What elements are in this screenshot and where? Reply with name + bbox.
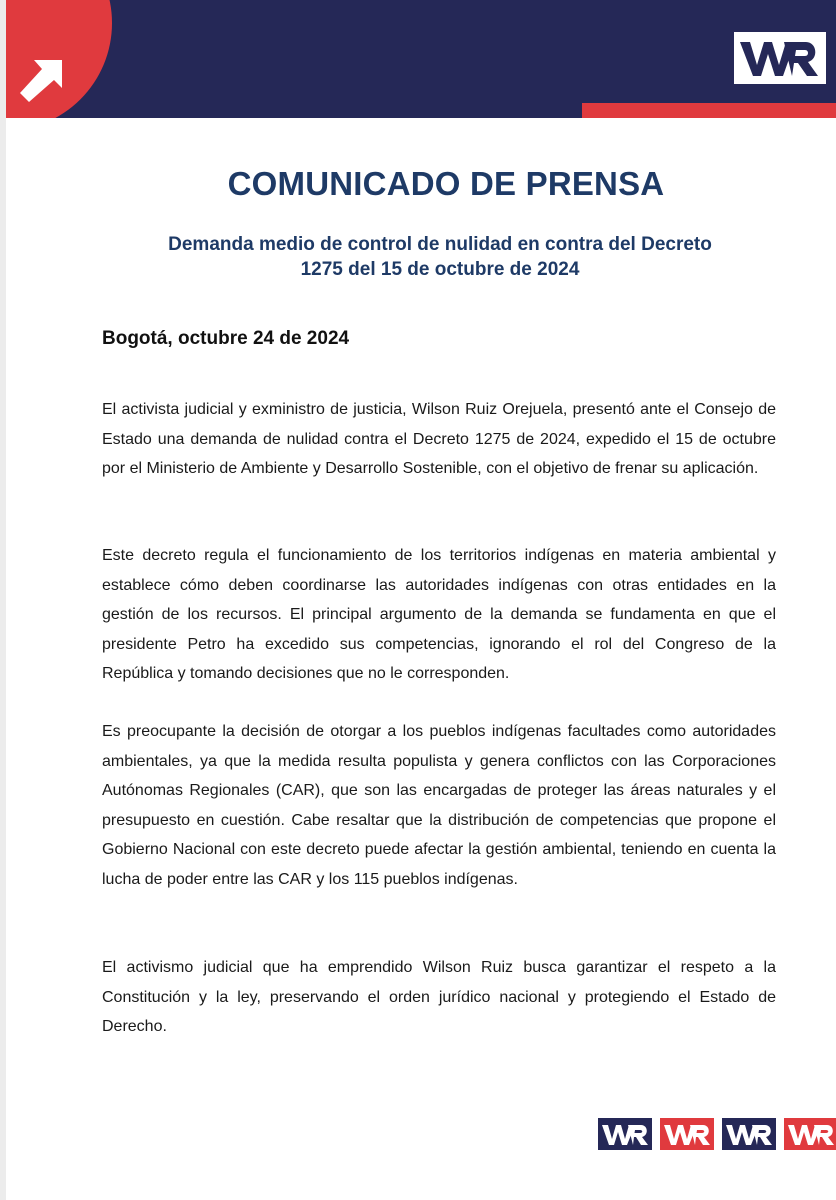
subtitle-line: Demanda medio de control de nulidad en contra del Decreto xyxy=(168,234,712,255)
footer-brand-logo xyxy=(660,1118,714,1150)
header-band xyxy=(6,0,836,118)
document-subtitle xyxy=(6,232,836,282)
body-paragraph: El activista judicial y exministro de justicia, Wilson Ruiz Orejuela, presentó ante el Consejo de Estado una demanda de nulidad contra el Decreto 1275 de 2024, expedido el 15 de octubre por el Ministerio de Ambiente y Desarrollo Sostenible, con el objetivo de frenar su aplicación. xyxy=(102,401,776,477)
arrow-up-right-icon xyxy=(20,58,64,102)
dateline: Bogotá, octubre 24 de 2024 xyxy=(102,328,350,349)
body-paragraph: Es preocupante la decisión de otorgar a los pueblos indígenas facultades como autoridades ambientales, ya que la medida resulta populista y genera conflictos con las Corporaciones Autónomas Regionales (CAR), que son las encargadas de proteger las áreas naturales y el presupuesto en cuestión. Cabe resaltar que la distribución de competencias que propone el Gobierno Nacional con este decreto puede afectar la gestión ambiental, teniendo en cuenta la lucha de poder entre las CAR y los 115 pueblos indígenas. xyxy=(102,723,776,888)
header-brand-logo xyxy=(734,32,826,84)
document-page xyxy=(6,0,836,1200)
body-paragraph: El activismo judicial que ha emprendido Wilson Ruiz busca garantizar el respeto a la Constitución y la ley, preservando el orden jurídico nacional y protegiendo el Estado de Derecho. xyxy=(102,959,776,1035)
page-title: COMUNICADO DE PRENSA xyxy=(227,165,665,202)
footer-brand-logo xyxy=(598,1118,652,1150)
footer-brand-logo xyxy=(784,1118,836,1150)
subtitle-line: 1275 del 15 de octubre de 2024 xyxy=(300,259,580,280)
body-paragraph: Este decreto regula el funcionamiento de los territorios indígenas en materia ambiental y establece cómo deben coordinarse las autoridades indígenas con otras entidades en la gestión de los recursos. El principal argumento de la demanda se fundamenta en que el presidente Petro ha excedido sus competencias, ignorando el rol del Congreso de la República y tomando decisiones que no le corresponden. xyxy=(102,547,776,682)
footer-brand-logo xyxy=(722,1118,776,1150)
header-red-stripe xyxy=(582,103,836,118)
